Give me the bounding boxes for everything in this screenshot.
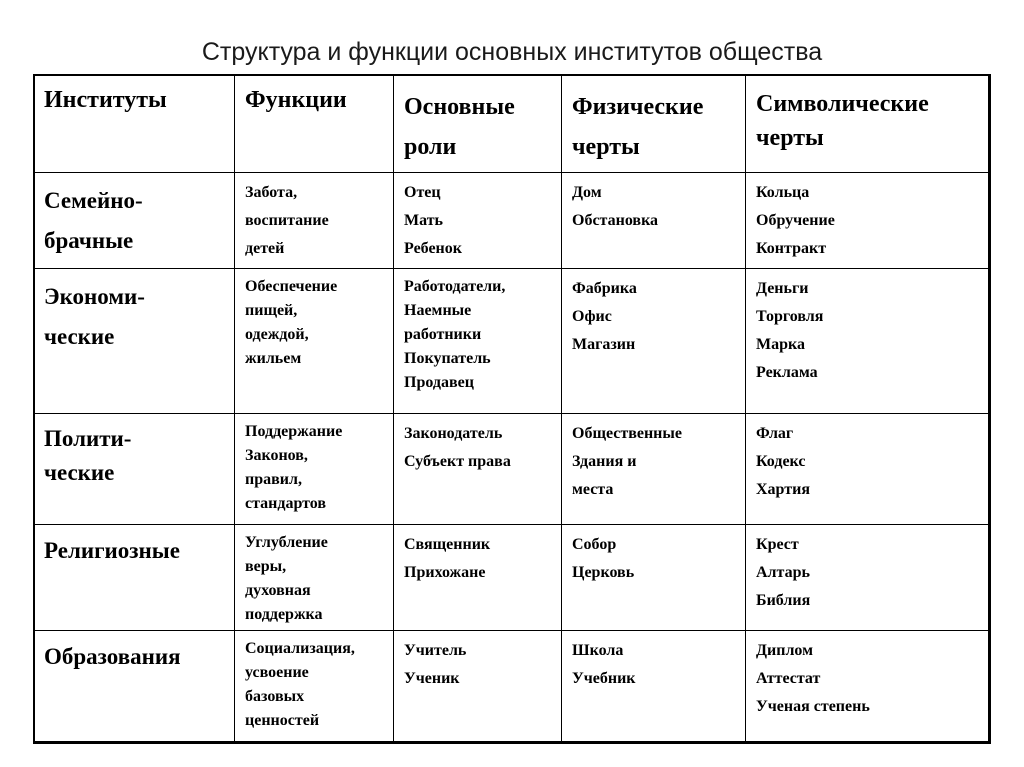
cell-line: Ученик <box>404 670 460 687</box>
header-text: черты <box>756 125 824 151</box>
cell-line: Кольца <box>756 184 810 201</box>
cell-line: Мать <box>404 212 444 229</box>
cell-line: Собор <box>572 536 617 553</box>
cell-line: Марка <box>756 336 805 353</box>
cell-line: Алтарь <box>756 564 810 581</box>
cell-line: Поддержание <box>245 423 343 440</box>
cell-line: Отец <box>404 184 441 201</box>
cell-line: Общественные <box>572 425 682 442</box>
cell-line: Крест <box>756 536 799 553</box>
cell-line: Церковь <box>572 564 635 581</box>
cell-line: Аттестат <box>756 670 821 687</box>
cell-line: Ученая степень <box>756 698 870 715</box>
institution-name: ческие <box>44 324 115 349</box>
cell-line: Углубление <box>245 534 328 551</box>
cell-line: Наемные <box>404 302 472 319</box>
cell-line: Священник <box>404 536 491 553</box>
institution-name: Образования <box>44 644 181 669</box>
cell-line: Забота, <box>245 184 298 201</box>
header-text: Символические <box>756 91 929 117</box>
cell-line: Диплом <box>756 642 814 659</box>
cell-line: Продавец <box>404 374 474 391</box>
cell-line: жильем <box>245 350 302 367</box>
cell-line: Реклама <box>756 364 818 381</box>
cell-line: усвоение <box>245 664 309 681</box>
cell-line: Торговля <box>756 308 824 325</box>
cell-line: места <box>572 481 614 498</box>
institution-name: брачные <box>44 228 134 253</box>
cell-line: Хартия <box>756 481 810 498</box>
cell-line: одеждой, <box>245 326 309 343</box>
cell-line: Флаг <box>756 425 794 442</box>
cell-line: работники <box>404 326 482 343</box>
cell-line: Социализация, <box>245 640 355 657</box>
cell-line: Обеспечение <box>245 278 338 295</box>
slide-title: Структура и функции основных институтов общества <box>201 38 823 66</box>
header-text: Физические <box>572 94 704 120</box>
table-outer-border <box>33 74 990 743</box>
cell-line: Законодатель <box>404 425 503 442</box>
cell-line: Офис <box>572 308 612 325</box>
cell-line: Ребенок <box>404 240 462 257</box>
cell-line: ценностей <box>245 712 320 729</box>
cell-line: стандартов <box>245 495 327 512</box>
header-text: Функции <box>245 87 347 113</box>
cell-line: Субъект права <box>404 453 511 470</box>
institution-name: Полити- <box>44 426 132 451</box>
institution-name: Экономи- <box>44 284 145 309</box>
cell-line: Деньги <box>756 280 809 297</box>
cell-line: правил, <box>245 471 302 488</box>
cell-line: Фабрика <box>572 280 637 297</box>
cell-line: Законов, <box>245 447 308 464</box>
cell-line: пищей, <box>245 302 298 319</box>
cell-line: поддержка <box>245 606 323 623</box>
institution-name: Религиозные <box>44 538 180 563</box>
header-text: Основные <box>404 94 515 120</box>
cell-line: Библия <box>756 592 811 609</box>
cell-line: Учебник <box>572 670 636 687</box>
cell-line: Школа <box>572 642 624 659</box>
cell-line: Контракт <box>756 240 827 257</box>
cell-line: Покупатель <box>404 350 491 367</box>
institution-name: ческие <box>44 460 115 485</box>
cell-line: Прихожане <box>404 564 486 581</box>
cell-line: веры, <box>245 558 287 575</box>
cell-line: Работодатели, <box>404 278 506 295</box>
cell-line: базовых <box>245 688 305 705</box>
cell-line: духовная <box>245 582 311 599</box>
header-text: Институты <box>44 87 167 113</box>
institution-name: Семейно- <box>44 188 143 213</box>
cell-line: Обручение <box>756 212 835 229</box>
cell-line: детей <box>245 240 285 257</box>
cell-line: Дом <box>572 184 602 201</box>
cell-line: Здания и <box>572 453 637 470</box>
cell-line: Магазин <box>572 336 636 353</box>
cell-line: Учитель <box>404 642 467 659</box>
cell-line: воспитание <box>245 212 329 229</box>
header-text: черты <box>572 134 640 160</box>
cell-line: Кодекс <box>756 453 806 470</box>
header-text: роли <box>404 134 457 160</box>
cell-line: Обстановка <box>572 212 659 229</box>
